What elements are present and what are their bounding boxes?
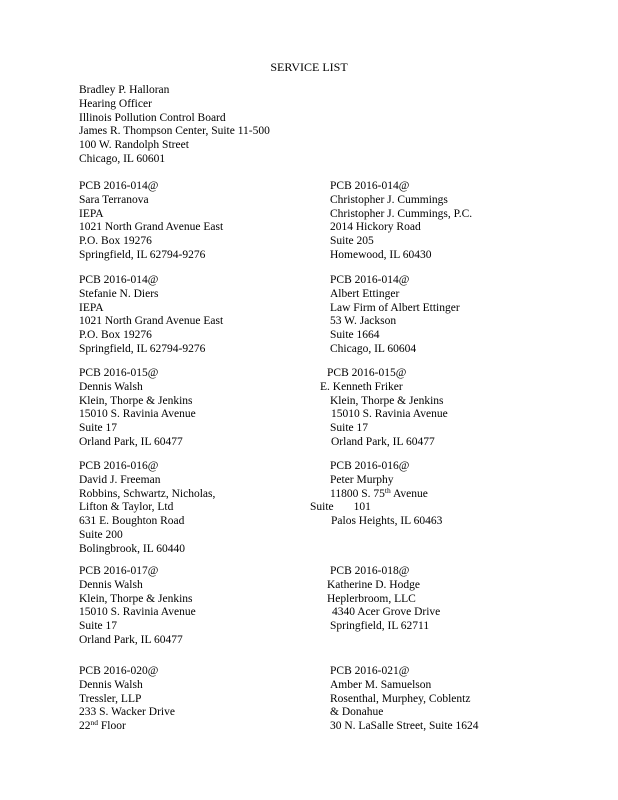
address-line <box>310 485 442 502</box>
contact-line: Bradley P. Halloran <box>79 84 170 96</box>
contact-org: Rosenthal, Murphey, Coblentz <box>330 692 471 705</box>
address-line: Suite 205 <box>330 235 374 248</box>
case-number: PCB 2016-018@ <box>330 565 410 577</box>
case-number: PCB 2016-017@ <box>79 565 159 577</box>
contact-name: Christopher J. Cummings <box>330 193 448 206</box>
contact-line: 100 W. Randolph Street <box>79 139 189 152</box>
address-line: 1021 North Grand Avenue East <box>79 315 224 328</box>
contact-name: Stefanie N. Diers <box>79 287 159 300</box>
case-number: PCB 2016-016@ <box>330 460 410 472</box>
contact-name: David J. Freeman <box>79 473 161 486</box>
floor-label: Floor <box>98 720 126 733</box>
case-number: PCB 2016-014@ <box>330 180 410 192</box>
address-line: Suite 17 <box>79 422 118 435</box>
contact-name: Dennis Walsh <box>79 380 143 393</box>
contact-line: Illinois Pollution Control Board <box>79 111 226 124</box>
street-type: Avenue <box>390 487 428 500</box>
ordinal-suffix: nd <box>90 718 98 728</box>
service-entry <box>330 665 479 734</box>
contact-org: Robbins, Schwartz, Nicholas, <box>79 487 216 500</box>
address-line: Springfield, IL 62794-9276 <box>79 342 206 355</box>
service-entry <box>79 180 223 263</box>
service-entry <box>79 274 223 357</box>
address-line: P.O. Box 19276 <box>79 235 152 248</box>
address-line: 631 E. Boughton Road <box>79 515 185 528</box>
contact-org: Tressler, LLP <box>79 692 142 705</box>
address-line <box>79 720 175 734</box>
address-line: Suite 200 <box>79 528 123 541</box>
address-line: Bolingbrook, IL 60440 <box>79 542 185 555</box>
service-entry <box>327 565 440 634</box>
contact-org: Lifton & Taylor, Ltd <box>79 501 174 514</box>
service-entry <box>310 460 442 529</box>
address-line: 15010 S. Ravinia Avenue <box>79 606 196 619</box>
address-line: Suite 17 <box>330 422 369 435</box>
contact-line: Chicago, IL 60601 <box>79 152 166 165</box>
address-line: Orland Park, IL 60477 <box>331 435 435 448</box>
case-number: PCB 2016-014@ <box>79 180 159 192</box>
contact-name: Albert Ettinger <box>330 287 400 300</box>
contact-org: Klein, Thorpe & Jenkins <box>330 394 444 407</box>
hearing-officer-block <box>79 84 270 167</box>
address-line <box>310 501 442 515</box>
address-line: 2014 Hickory Road <box>330 221 421 234</box>
contact-name: E. Kenneth Friker <box>320 380 403 393</box>
service-entry <box>330 180 472 263</box>
contact-line: James R. Thompson Center, Suite 11-500 <box>79 125 270 138</box>
address-line: Homewood, IL 60430 <box>330 248 432 261</box>
floor-number: 22 <box>79 720 91 733</box>
case-number: PCB 2016-020@ <box>79 665 159 677</box>
contact-org: Heplerbroom, LLC <box>327 592 416 605</box>
address-line: Orland Park, IL 60477 <box>79 435 183 448</box>
contact-org: IEPA <box>79 207 104 220</box>
address-line: Palos Heights, IL 60463 <box>331 515 443 528</box>
service-entry <box>79 565 196 648</box>
address-line: Springfield, IL 62711 <box>330 620 430 633</box>
contact-name: Dennis Walsh <box>79 578 143 591</box>
contact-org: Klein, Thorpe & Jenkins <box>79 394 193 407</box>
address-line: 30 N. LaSalle Street, Suite 1624 <box>330 720 479 733</box>
address-line: 4340 Acer Grove Drive <box>332 606 441 619</box>
street-number: 11800 S. 75 <box>330 487 385 500</box>
service-entry <box>79 460 215 557</box>
address-line: 15010 S. Ravinia Avenue <box>331 408 448 421</box>
contact-org: & Donahue <box>330 706 384 719</box>
page-title: SERVICE LIST <box>270 60 348 74</box>
contact-org: Christopher J. Cummings, P.C. <box>330 207 473 220</box>
contact-name: Amber M. Samuelson <box>330 678 432 691</box>
address-line: 15010 S. Ravinia Avenue <box>79 408 196 421</box>
address-line: Springfield, IL 62794-9276 <box>79 248 206 261</box>
contact-name: Dennis Walsh <box>79 678 143 691</box>
case-number: PCB 2016-021@ <box>330 665 410 677</box>
address-line: P.O. Box 19276 <box>79 329 152 342</box>
address-line: Chicago, IL 60604 <box>330 342 417 355</box>
contact-org: IEPA <box>79 301 104 314</box>
contact-org: Law Firm of Albert Ettinger <box>330 301 460 314</box>
ordinal-suffix: th <box>384 485 391 495</box>
service-entry <box>79 367 196 450</box>
service-entry <box>79 665 175 734</box>
suite-label: Suite <box>310 501 334 514</box>
case-number: PCB 2016-014@ <box>79 274 159 286</box>
address-line: 53 W. Jackson <box>330 315 397 328</box>
service-entry <box>330 274 460 357</box>
case-number: PCB 2016-016@ <box>79 460 159 472</box>
case-number: PCB 2016-015@ <box>327 367 407 379</box>
address-line: Suite 1664 <box>330 329 380 342</box>
contact-name: Sara Terranova <box>79 193 149 206</box>
contact-name: Katherine D. Hodge <box>327 578 420 591</box>
case-number: PCB 2016-014@ <box>330 274 410 286</box>
address-line: Orland Park, IL 60477 <box>79 633 183 646</box>
case-number: PCB 2016-015@ <box>79 367 159 379</box>
address-line: 233 S. Wacker Drive <box>79 706 175 719</box>
contact-line: Hearing Officer <box>79 97 152 110</box>
contact-name: Peter Murphy <box>330 473 394 486</box>
address-line: 1021 North Grand Avenue East <box>79 221 224 234</box>
address-line: Suite 17 <box>79 620 118 633</box>
service-entry <box>320 367 448 450</box>
suite-number: 101 <box>353 501 371 514</box>
contact-org: Klein, Thorpe & Jenkins <box>79 592 193 605</box>
